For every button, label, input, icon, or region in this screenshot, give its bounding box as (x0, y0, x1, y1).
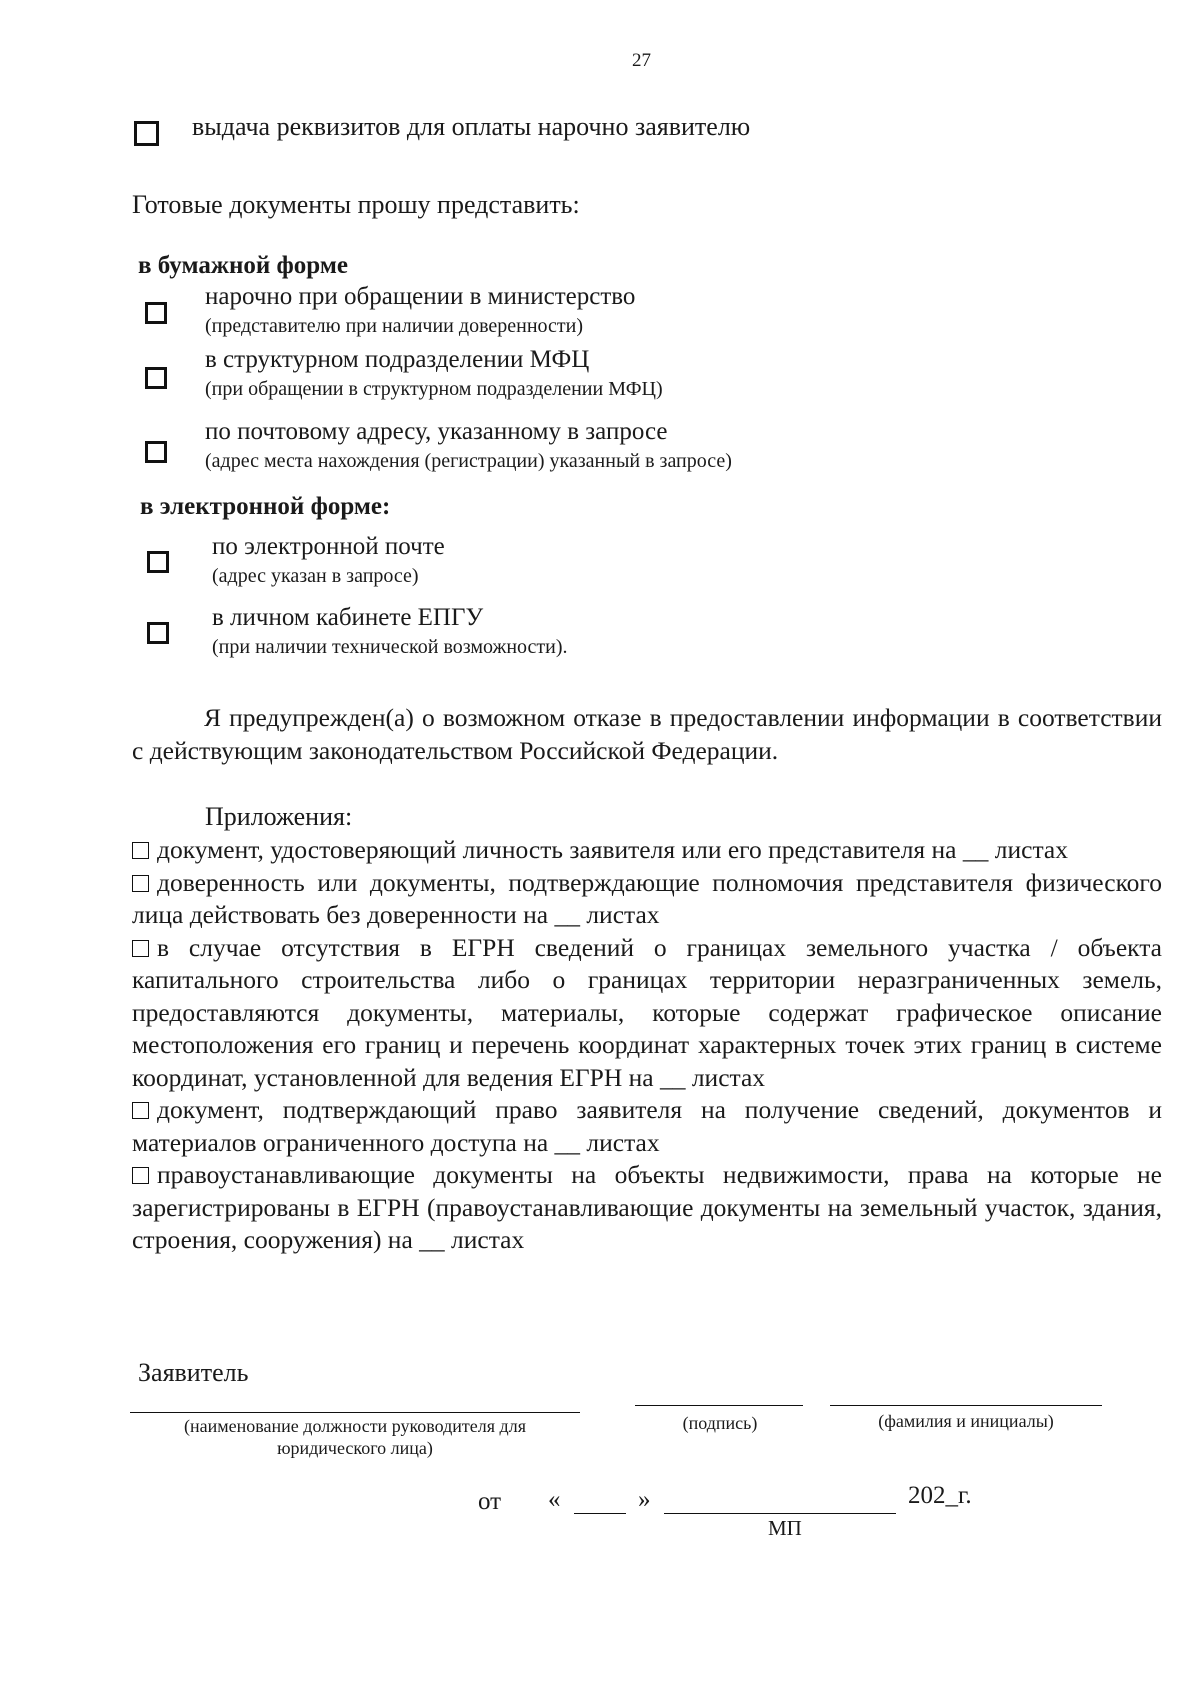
date-quote-close: » (638, 1486, 651, 1513)
paper-option-mfc-note: (при обращении в структурном подразделении МФЦ) (205, 378, 663, 400)
paper-option-post-note: (адрес места нахождения (регистрации) указанный в запросе) (205, 450, 732, 472)
warning-text: Я предупрежден(а) о возможном отказе в предоставлении информации в соответствии с действующим законодательством Российской Федерации. (132, 703, 1162, 765)
payment-details-checkbox[interactable] (134, 121, 159, 146)
electronic-option-epgu-checkbox[interactable] (147, 622, 169, 644)
applicant-label: Заявитель (138, 1358, 249, 1387)
attachment-title-documents-text: правоустанавливающие документы на объекты недвижимости, права на которые не зарегистрированы в ЕГРН (правоустанавливающие документы на земельный участок, здания, строения, сооружения) на __ листах (132, 1160, 1162, 1254)
ready-docs-title: Готовые документы прошу представить: (132, 190, 580, 219)
paper-option-ministry-note: (представителю при наличии доверенности) (205, 315, 584, 337)
paper-option-post-label: по почтовому адресу, указанному в запросе (205, 418, 668, 445)
attachment-item (132, 1159, 1162, 1257)
attachment-identity-checkbox[interactable] (132, 842, 149, 859)
paper-option-mfc-checkbox[interactable] (145, 367, 167, 389)
electronic-option-epgu-label: в личном кабинете ЕПГУ (212, 604, 484, 631)
attachment-item (132, 834, 1162, 867)
payment-details-label: выдача реквизитов для оплаты нарочно заявителю (192, 112, 751, 141)
electronic-option-email-note: (адрес указан в запросе) (212, 565, 419, 587)
attachment-identity-text: документ, удостоверяющий личность заявителя или его представителя на __ листах (157, 835, 1068, 864)
attachment-power-of-attorney-text: доверенность или документы, подтверждающие полномочия представителя физического лица действовать без доверенности на __ листах (132, 867, 1162, 929)
paper-form-heading: в бумажной форме (138, 252, 348, 279)
electronic-option-email-label: по электронной почте (212, 533, 445, 560)
paper-option-post-checkbox[interactable] (145, 441, 167, 463)
date-from-label: от (478, 1488, 502, 1515)
warning-paragraph (132, 702, 1162, 767)
attachment-boundaries-checkbox[interactable] (132, 940, 149, 957)
stamp-label: МП (768, 1516, 802, 1540)
attachments-list (132, 834, 1162, 1257)
attachment-boundaries-text: в случае отсутствия в ЕГРН сведений о границах земельного участка / объекта капитального строительства либо о границах территории неразграниченных земель, предоставляются документы, материалы, которые содержат графическое описание местоположения его границ и перечень координат характерных точек этих границ в системе координат, установленной для ведения ЕГРН на __ листах (132, 932, 1162, 1092)
month-field[interactable] (664, 1513, 896, 1514)
attachment-restricted-access-checkbox[interactable] (132, 1102, 149, 1119)
day-field[interactable] (574, 1513, 626, 1514)
electronic-option-epgu-note: (при наличии технической возможности). (212, 636, 568, 658)
attachment-item (132, 1094, 1162, 1159)
page-number: 27 (632, 50, 651, 71)
date-year: 202_г. (908, 1482, 972, 1509)
attachment-item (132, 932, 1162, 1095)
signature-line[interactable] (635, 1405, 803, 1406)
attachment-item (132, 867, 1162, 932)
paper-option-ministry-checkbox[interactable] (145, 302, 167, 324)
paper-option-ministry-label: нарочно при обращении в министерство (205, 283, 636, 310)
electronic-option-email-checkbox[interactable] (147, 551, 169, 573)
position-line[interactable] (130, 1412, 580, 1413)
name-line[interactable] (830, 1405, 1102, 1406)
name-caption: (фамилия и инициалы) (878, 1411, 1054, 1431)
date-quote-open: « (548, 1486, 561, 1513)
paper-option-mfc-label: в структурном подразделении МФЦ (205, 346, 590, 373)
signature-caption: (подпись) (682, 1413, 758, 1433)
attachment-restricted-access-text: документ, подтверждающий право заявителя на получение сведений, документов и материалов ограниченного доступа на __ листах (132, 1095, 1162, 1157)
position-caption: (наименование должности руководителя для юридического лица) (184, 1416, 526, 1458)
attachments-title: Приложения: (205, 802, 353, 831)
electronic-form-heading: в электронной форме: (140, 493, 391, 520)
attachment-power-of-attorney-checkbox[interactable] (132, 875, 149, 892)
attachment-title-documents-checkbox[interactable] (132, 1167, 149, 1184)
